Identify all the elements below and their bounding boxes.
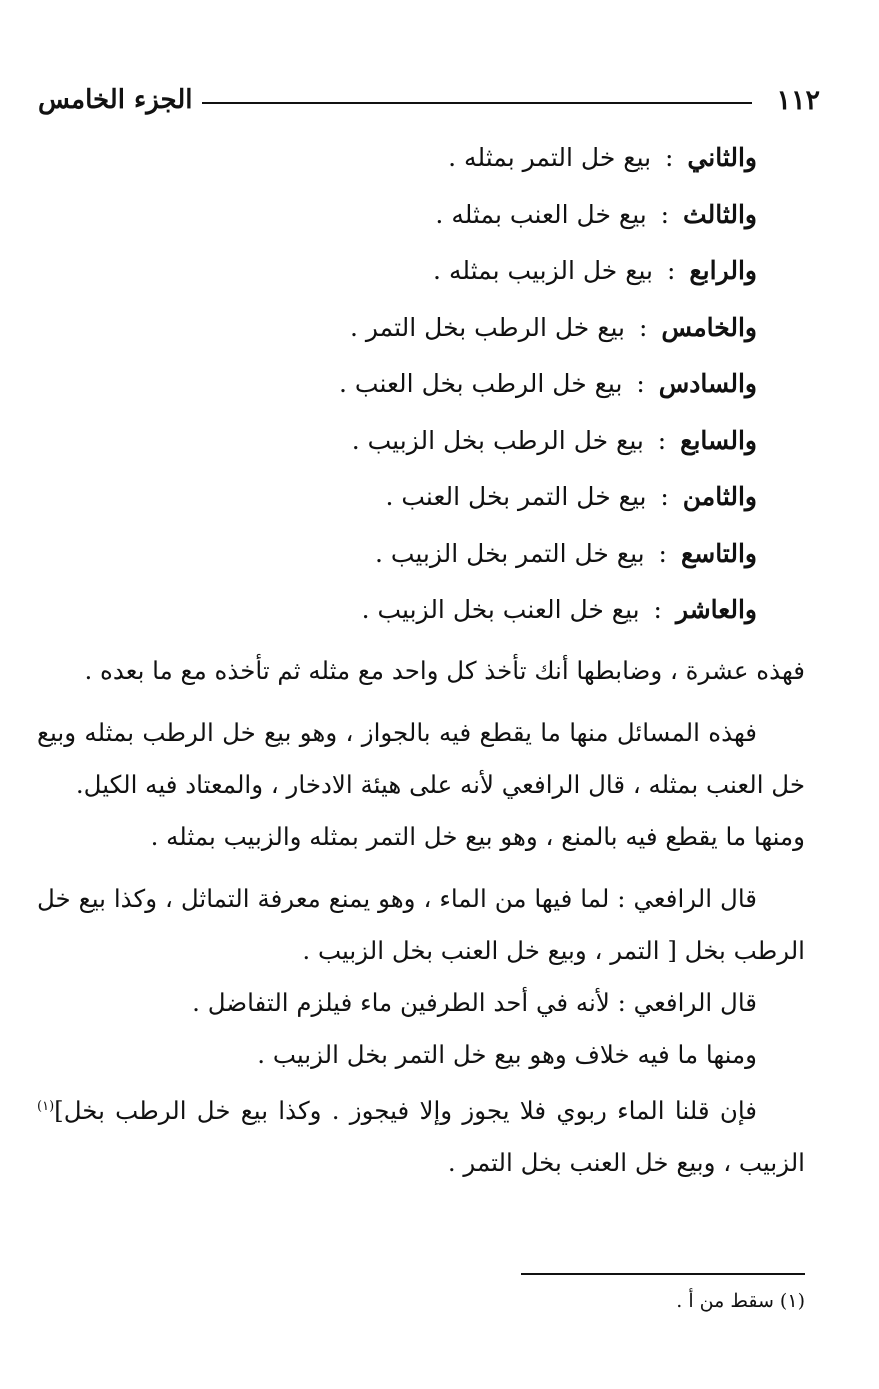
paragraph-text: الزبيب ، وبيع خل العنب بخل التمر . [447, 1148, 805, 1178]
paragraph: قال الرافعي : لأنه في أحد الطرفين ماء فيلزم التفاضل . [192, 988, 757, 1017]
paragraph [37, 1081, 805, 1189]
list-item: والرابع : بيع خل الزبيب بمثله . [433, 256, 757, 285]
running-title: الجزء الخامس [38, 85, 193, 115]
enumerated-list [57, 136, 757, 645]
item-label: والرابع [689, 256, 757, 285]
list-item: والسابع : بيع خل الرطب بخل الزبيب . [351, 425, 757, 455]
list-item: والخامس : بيع خل الرطب بخل التمر . [349, 312, 757, 342]
footnote-reference: (١) [37, 1099, 55, 1114]
list-item: والسادس : بيع خل الرطب بخل العنب . [339, 369, 757, 398]
footnote: (١) سقط من أ . [676, 1290, 805, 1312]
item-label: والثالث [683, 199, 757, 229]
item-text: بيع خل العنب بمثله . [435, 199, 647, 229]
paragraph: فهذه المسائل منها ما يقطع فيه بالجواز ، وهو بيع خل الرطب بمثله وبيع خل العنب بمثله ، قال الرافعي لأنه على هيئة الادخار ، والمعتاد فيه الكيل. [37, 718, 805, 799]
footnote-rule [521, 1273, 805, 1275]
item-text: بيع خل العنب بخل الزبيب . [361, 595, 640, 624]
list-item: والثالث : بيع خل العنب بمثله . [435, 199, 757, 229]
item-label: والسابع [680, 425, 757, 455]
list-item: والتاسع : بيع خل التمر بخل الزبيب . [374, 538, 757, 568]
item-text: بيع خل التمر بمثله . [448, 143, 652, 172]
list-item: والعاشر : بيع خل العنب بخل الزبيب . [361, 595, 757, 624]
item-label: والثامن [682, 482, 757, 511]
paragraph: قال الرافعي : لما فيها من الماء ، وهو يمنع معرفة التماثل ، وكذا بيع خل الرطب بخل [ التمر ، وبيع خل العنب بخل الزبيب . [37, 884, 805, 965]
item-text: بيع خل التمر بخل الزبيب . [374, 538, 645, 568]
item-label: والثاني [687, 143, 757, 172]
header-rule [202, 102, 752, 104]
page-number: ١١٢ [776, 84, 820, 116]
item-label: والعاشر [675, 595, 757, 624]
summary-paragraph: فهذه عشرة ، وضابطها أنك تأخذ كل واحد مع مثله ثم تأخذه مع ما بعده . [84, 656, 805, 685]
item-text: بيع خل الرطب بخل التمر . [349, 312, 626, 342]
list-item: والثاني : بيع خل التمر بمثله . [448, 143, 757, 172]
item-label: والسادس [658, 369, 757, 398]
paragraph: ومنها ما يقطع فيه بالمنع ، وهو بيع خل التمر بمثله والزبيب بمثله . [150, 822, 805, 851]
paragraph: ومنها ما فيه خلاف وهو بيع خل التمر بخل الزبيب . [257, 1040, 757, 1069]
item-text: بيع خل الزبيب بمثله . [433, 256, 654, 285]
list-item: والثامن : بيع خل التمر بخل العنب . [385, 482, 757, 511]
item-text: بيع خل التمر بخل العنب . [385, 482, 647, 511]
item-label: والخامس [661, 312, 757, 342]
item-text: بيع خل الرطب بخل الزبيب . [351, 425, 644, 455]
page-header [38, 76, 820, 124]
paragraph-text: فإن قلنا الماء ربوي فلا يجوز وإلا فيجوز . وكذا بيع خل الرطب بخل] [54, 1096, 757, 1126]
item-text: بيع خل الرطب بخل العنب . [339, 369, 623, 398]
item-label: والتاسع [680, 538, 757, 568]
body-text [37, 645, 805, 1189]
